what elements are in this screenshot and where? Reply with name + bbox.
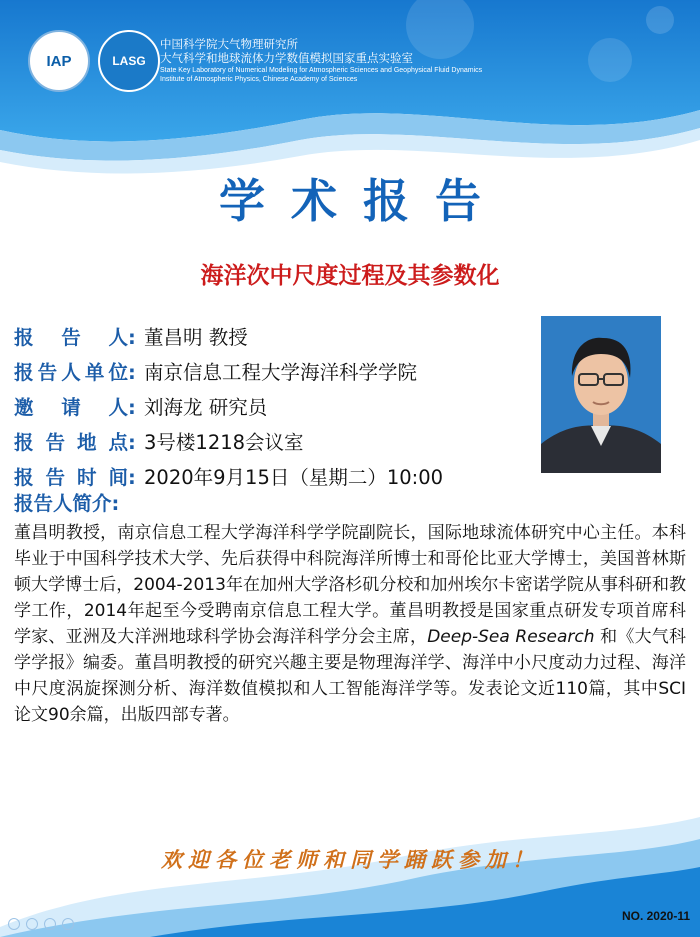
lasg-logo: LASG	[98, 30, 160, 92]
talk-title: 海洋次中尺度过程及其参数化	[200, 263, 500, 289]
speaker-label: 报告人	[14, 326, 128, 349]
time-value: 2020年9月15日（星期二）10:00	[144, 466, 444, 489]
poster-title: 学术报告	[219, 174, 507, 228]
speaker-row: 报告人: 董昌明 教授	[14, 320, 443, 355]
institute-name-block	[160, 38, 482, 84]
viewer-dot-icon	[8, 918, 20, 930]
talk-info	[14, 320, 443, 495]
speaker-photo	[541, 316, 661, 473]
laboratory-name-en: State Key Laboratory of Numerical Modeling for Atmospheric Sciences and Geophysical Fluid Dynamics	[160, 67, 483, 74]
institute-name-en: Institute of Atmospheric Physics, Chinese Academy of Sciences	[160, 76, 358, 83]
host-value: 刘海龙 研究员	[144, 396, 268, 419]
viewer-dot-icon	[62, 918, 74, 930]
bio-text-part1: 董昌明教授，南京信息工程大学海洋科学学院副院长，国际地球流体研究中心主任。本科毕业于中国科学技术大学、先后获得中科院海洋所博士和哥伦比亚大学博士，美国普林斯顿大学博士后，2004-2013年在加州大学洛杉矶分校和加州埃尔卡密诺学院从事科研和教学工作，2014年起至今受聘南京信息工程大学。董昌明教授是国家重点研发专项首席科学家、亚洲及大洋洲地球科学协会海洋科学分会主席，	[14, 523, 686, 647]
bio-text-part2: 和《大气科学学报》编委。董昌明教授的研究兴趣主要是物理海洋学、海洋中小尺度动力过程、海洋中尺度涡旋探测分析、海洋数值模拟和人工智能海洋学等。发表论文近110篇，其中SCI论文90余篇，出版四部专著。	[14, 627, 687, 725]
welcome-message: 欢迎各位老师和同学踊跃参加！	[161, 847, 539, 872]
location-label: 报告地点	[14, 431, 128, 454]
institute-name-cn: 中国科学院大气物理研究所	[160, 39, 298, 51]
viewer-dot-icon	[26, 918, 38, 930]
affiliation-value: 南京信息工程大学海洋科学学院	[144, 361, 418, 384]
logo-group	[28, 30, 160, 92]
affiliation-label: 报告人单位	[14, 361, 128, 384]
location-row: 报告地点: 3号楼1218会议室	[14, 425, 443, 460]
bio-text	[14, 520, 686, 728]
location-value: 3号楼1218会议室	[144, 431, 304, 454]
speaker-value: 董昌明 教授	[144, 326, 248, 349]
viewer-controls	[8, 918, 74, 930]
host-label: 邀请人	[14, 396, 128, 419]
time-row: 报告时间: 2020年9月15日（星期二）10:00	[14, 460, 443, 495]
host-row: 邀请人: 刘海龙 研究员	[14, 390, 443, 425]
journal-name: Deep-Sea Research	[427, 627, 595, 647]
speaker-portrait-icon	[541, 316, 661, 473]
viewer-dot-icon	[44, 918, 56, 930]
report-number: NO. 2020-11	[621, 909, 690, 923]
bio-heading: 报告人简介:	[14, 492, 120, 515]
laboratory-name-cn: 大气科学和地球流体力学数值模拟国家重点实验室	[160, 53, 413, 65]
affiliation-row: 报告人单位: 南京信息工程大学海洋科学学院	[14, 355, 443, 390]
iap-logo: IAP	[28, 30, 90, 92]
time-label: 报告时间	[14, 466, 128, 489]
